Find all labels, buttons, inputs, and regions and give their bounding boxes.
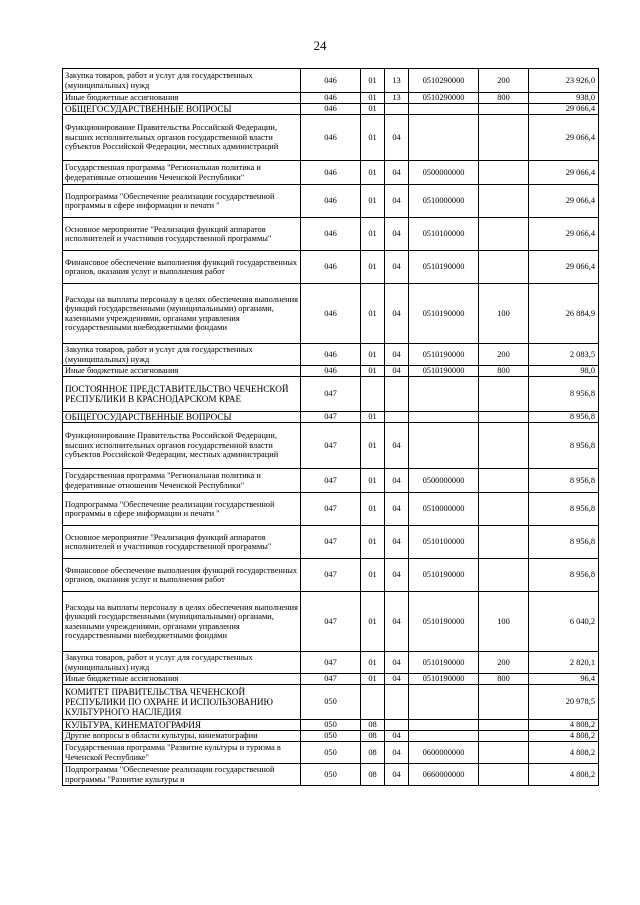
table-cell-type xyxy=(479,115,529,161)
table-cell-name: Закупка товаров, работ и услуг для государственных (муниципальных) нужд xyxy=(63,344,301,366)
table-cell-section: 08 xyxy=(361,720,385,731)
table-cell-amount: 6 040,2 xyxy=(529,592,599,652)
table-row xyxy=(63,720,599,731)
table-cell-name: ОБЩЕГОСУДАРСТВЕННЫЕ ВОПРОСЫ xyxy=(63,104,301,115)
table-cell-name: Закупка товаров, работ и услуг для государственных (муниципальных) нужд xyxy=(63,69,301,93)
table-cell-type xyxy=(479,104,529,115)
table-cell-name: Иные бюджетные ассигнования xyxy=(63,366,301,377)
table-row xyxy=(63,218,599,251)
table-cell-code: 046 xyxy=(301,366,361,377)
table-cell-code: 047 xyxy=(301,469,361,493)
table-row xyxy=(63,366,599,377)
table-cell-type xyxy=(479,559,529,592)
table-cell-code: 047 xyxy=(301,493,361,526)
table-cell-type xyxy=(479,731,529,742)
table-cell-target: 0510190000 xyxy=(409,284,479,344)
table-cell-subsection: 13 xyxy=(385,93,409,104)
table-cell-name: Функционирование Правительства Российской Федерации, высших исполнительных органов государственной власти субъектов Российской Федерации, местных администраций xyxy=(63,423,301,469)
table-cell-section: 01 xyxy=(361,284,385,344)
table-cell-subsection: 04 xyxy=(385,115,409,161)
table-row xyxy=(63,559,599,592)
table-cell-code: 047 xyxy=(301,526,361,559)
table-cell-code: 050 xyxy=(301,731,361,742)
table-cell-name: Подпрограмма "Обеспечение реализации государственной программы в сфере информации и печати " xyxy=(63,185,301,218)
table-cell-code: 050 xyxy=(301,685,361,720)
table-cell-section: 01 xyxy=(361,69,385,93)
table-cell-target xyxy=(409,423,479,469)
budget-table xyxy=(62,68,599,786)
table-cell-amount: 2 083,5 xyxy=(529,344,599,366)
table-cell-section: 01 xyxy=(361,185,385,218)
table-cell-target: 0510190000 xyxy=(409,366,479,377)
table-cell-amount: 26 884,9 xyxy=(529,284,599,344)
table-cell-subsection: 13 xyxy=(385,69,409,93)
table-cell-subsection: 04 xyxy=(385,592,409,652)
table-cell-type xyxy=(479,526,529,559)
table-cell-target: 0600000000 xyxy=(409,742,479,764)
table-cell-name: Иные бюджетные ассигнования xyxy=(63,93,301,104)
table-row xyxy=(63,493,599,526)
table-cell-subsection: 04 xyxy=(385,366,409,377)
page-number: 24 xyxy=(313,38,327,53)
table-cell-type xyxy=(479,764,529,786)
table-cell-section: 01 xyxy=(361,344,385,366)
table-cell-type: 800 xyxy=(479,366,529,377)
table-cell-type xyxy=(479,423,529,469)
table-cell-target xyxy=(409,685,479,720)
table-cell-type xyxy=(479,469,529,493)
table-row xyxy=(63,674,599,685)
table-row xyxy=(63,185,599,218)
table-cell-name: Расходы на выплаты персоналу в целях обеспечения выполнения функций государственными (муниципальными) органами, казенными учреждениями, органами управления государственными внебюджетными фондами xyxy=(63,284,301,344)
table-cell-target: 0510190000 xyxy=(409,344,479,366)
table-cell-name: Основное мероприятие "Реализация функций аппаратов исполнителей и участников государственной программы" xyxy=(63,526,301,559)
table-cell-name: Функционирование Правительства Российской Федерации, высших исполнительных органов государственной власти субъектов Российской Федерации, местных администраций xyxy=(63,115,301,161)
table-row xyxy=(63,161,599,185)
table-cell-code: 047 xyxy=(301,652,361,674)
table-cell-code: 046 xyxy=(301,284,361,344)
table-cell-amount: 29 066,4 xyxy=(529,161,599,185)
table-row xyxy=(63,764,599,786)
table-cell-code: 047 xyxy=(301,559,361,592)
table-cell-code: 046 xyxy=(301,104,361,115)
table-cell-name: Подпрограмма "Обеспечение реализации государственной программы в сфере информации и печати " xyxy=(63,493,301,526)
table-cell-subsection xyxy=(385,412,409,423)
table-cell-type: 100 xyxy=(479,284,529,344)
table-cell-subsection: 04 xyxy=(385,526,409,559)
table-cell-section: 01 xyxy=(361,218,385,251)
table-cell-code: 046 xyxy=(301,93,361,104)
table-row xyxy=(63,93,599,104)
table-row xyxy=(63,251,599,284)
table-cell-target: 0510290000 xyxy=(409,93,479,104)
table-cell-target: 0500000000 xyxy=(409,469,479,493)
table-cell-amount: 29 066,4 xyxy=(529,218,599,251)
table-cell-type: 100 xyxy=(479,592,529,652)
table-cell-subsection xyxy=(385,377,409,412)
table-cell-type xyxy=(479,251,529,284)
table-cell-amount: 4 808,2 xyxy=(529,731,599,742)
table-cell-section: 08 xyxy=(361,764,385,786)
table-cell-section xyxy=(361,685,385,720)
table-cell-code: 047 xyxy=(301,377,361,412)
table-cell-name: Финансовое обеспечение выполнения функций государственных органов, оказания услуг и выполнения работ xyxy=(63,251,301,284)
table-cell-section: 01 xyxy=(361,674,385,685)
table-cell-section: 01 xyxy=(361,161,385,185)
table-cell-amount: 8 956,8 xyxy=(529,377,599,412)
table-cell-target: 0510100000 xyxy=(409,218,479,251)
table-cell-section: 01 xyxy=(361,526,385,559)
table-row xyxy=(63,652,599,674)
table-cell-name: Подпрограмма "Обеспечение реализации государственной программы "Развитие культуры и xyxy=(63,764,301,786)
table-cell-code: 046 xyxy=(301,251,361,284)
table-cell-subsection: 04 xyxy=(385,284,409,344)
table-row xyxy=(63,469,599,493)
table-cell-section: 01 xyxy=(361,652,385,674)
table-cell-type xyxy=(479,742,529,764)
table-cell-target: 0510190000 xyxy=(409,251,479,284)
table-cell-section: 08 xyxy=(361,742,385,764)
table-cell-code: 050 xyxy=(301,742,361,764)
table-cell-target: 0660000000 xyxy=(409,764,479,786)
table-cell-amount: 2 820,1 xyxy=(529,652,599,674)
table-cell-subsection: 04 xyxy=(385,559,409,592)
table-cell-subsection: 04 xyxy=(385,251,409,284)
table-cell-name: Государственная программа "Региональная политика и федеративные отношения Чеченской Республики" xyxy=(63,469,301,493)
table-cell-amount: 8 956,8 xyxy=(529,469,599,493)
table-cell-subsection xyxy=(385,685,409,720)
table-cell-subsection: 04 xyxy=(385,161,409,185)
table-cell-code: 046 xyxy=(301,161,361,185)
table-cell-section: 08 xyxy=(361,731,385,742)
table-cell-subsection: 04 xyxy=(385,731,409,742)
table-cell-type xyxy=(479,161,529,185)
table-cell-type xyxy=(479,377,529,412)
table-cell-target xyxy=(409,377,479,412)
table-cell-section xyxy=(361,377,385,412)
table-cell-type: 200 xyxy=(479,652,529,674)
table-cell-type xyxy=(479,412,529,423)
table-cell-subsection: 04 xyxy=(385,469,409,493)
table-cell-subsection xyxy=(385,720,409,731)
table-cell-section: 01 xyxy=(361,592,385,652)
table-cell-amount: 29 066,4 xyxy=(529,115,599,161)
table-cell-target: 0510190000 xyxy=(409,674,479,685)
table-cell-name: Расходы на выплаты персоналу в целях обеспечения выполнения функций государственными (муниципальными) органами, казенными учреждениями, органами управления государственными внебюджетными фондами xyxy=(63,592,301,652)
table-cell-amount: 8 956,8 xyxy=(529,423,599,469)
table-cell-code: 047 xyxy=(301,674,361,685)
table-cell-section: 01 xyxy=(361,104,385,115)
table-cell-amount: 8 956,8 xyxy=(529,412,599,423)
table-cell-target xyxy=(409,115,479,161)
table-cell-amount: 23 926,0 xyxy=(529,69,599,93)
table-cell-subsection: 04 xyxy=(385,344,409,366)
table-cell-target xyxy=(409,731,479,742)
table-cell-amount: 8 956,8 xyxy=(529,526,599,559)
table-cell-target: 0510190000 xyxy=(409,592,479,652)
table-cell-name: Государственная программа "Региональная политика и федеративные отношения Чеченской Республики" xyxy=(63,161,301,185)
table-row xyxy=(63,742,599,764)
table-cell-code: 046 xyxy=(301,344,361,366)
table-cell-section: 01 xyxy=(361,93,385,104)
table-row xyxy=(63,685,599,720)
table-cell-code: 046 xyxy=(301,218,361,251)
table-cell-code: 047 xyxy=(301,412,361,423)
table-row xyxy=(63,423,599,469)
table-cell-subsection: 04 xyxy=(385,185,409,218)
table-cell-amount: 29 066,4 xyxy=(529,251,599,284)
table-cell-name: Закупка товаров, работ и услуг для государственных (муниципальных) нужд xyxy=(63,652,301,674)
table-cell-amount: 20 978,5 xyxy=(529,685,599,720)
table-cell-name: ПОСТОЯННОЕ ПРЕДСТАВИТЕЛЬСТВО ЧЕЧЕНСКОЙ РЕСПУБЛИКИ В КРАСНОДАРСКОМ КРАЕ xyxy=(63,377,301,412)
table-cell-amount: 4 808,2 xyxy=(529,742,599,764)
table-cell-section: 01 xyxy=(361,493,385,526)
table-cell-amount: 29 066,4 xyxy=(529,185,599,218)
table-cell-section: 01 xyxy=(361,412,385,423)
table-cell-type xyxy=(479,685,529,720)
table-cell-subsection: 04 xyxy=(385,652,409,674)
table-cell-amount: 938,0 xyxy=(529,93,599,104)
table-row xyxy=(63,69,599,93)
table-cell-target: 0510000000 xyxy=(409,493,479,526)
table-cell-amount: 8 956,8 xyxy=(529,493,599,526)
table-cell-code: 046 xyxy=(301,115,361,161)
table-cell-target xyxy=(409,104,479,115)
table-cell-subsection: 04 xyxy=(385,423,409,469)
table-cell-name: КУЛЬТУРА, КИНЕМАТОГРАФИЯ xyxy=(63,720,301,731)
table-row xyxy=(63,284,599,344)
table-cell-name: Иные бюджетные ассигнования xyxy=(63,674,301,685)
table-cell-target: 0510190000 xyxy=(409,652,479,674)
table-cell-target: 0510190000 xyxy=(409,559,479,592)
table-cell-type xyxy=(479,218,529,251)
table-cell-code: 047 xyxy=(301,592,361,652)
table-cell-type xyxy=(479,185,529,218)
table-cell-amount: 4 808,2 xyxy=(529,720,599,731)
table-cell-code: 050 xyxy=(301,764,361,786)
table-cell-name: КОМИТЕТ ПРАВИТЕЛЬСТВА ЧЕЧЕНСКОЙ РЕСПУБЛИКИ ПО ОХРАНЕ И ИСПОЛЬЗОВАНИЮ КУЛЬТУРНОГО НАСЛЕДИЯ xyxy=(63,685,301,720)
table-cell-section: 01 xyxy=(361,469,385,493)
table-cell-type xyxy=(479,493,529,526)
table-cell-subsection: 04 xyxy=(385,764,409,786)
table-cell-name: Другие вопросы в области культуры, кинематографии xyxy=(63,731,301,742)
table-row xyxy=(63,377,599,412)
table-cell-type: 200 xyxy=(479,344,529,366)
table-cell-code: 046 xyxy=(301,69,361,93)
table-cell-name: Основное мероприятие "Реализация функций аппаратов исполнителей и участников государственной программы" xyxy=(63,218,301,251)
table-cell-name: Финансовое обеспечение выполнения функций государственных органов, оказания услуг и выполнения работ xyxy=(63,559,301,592)
table-cell-name: Государственная программа "Развитие культуры и туризма в Чеченской Республике" xyxy=(63,742,301,764)
table-cell-amount: 8 956,8 xyxy=(529,559,599,592)
table-cell-section: 01 xyxy=(361,366,385,377)
table-row xyxy=(63,592,599,652)
table-row xyxy=(63,731,599,742)
table-cell-amount: 96,4 xyxy=(529,674,599,685)
table-cell-amount: 4 808,2 xyxy=(529,764,599,786)
table-cell-section: 01 xyxy=(361,251,385,284)
table-cell-type: 800 xyxy=(479,674,529,685)
table-cell-amount: 29 066,4 xyxy=(529,104,599,115)
table-cell-code: 050 xyxy=(301,720,361,731)
table-row xyxy=(63,115,599,161)
table-cell-target: 0510100000 xyxy=(409,526,479,559)
table-cell-code: 046 xyxy=(301,185,361,218)
table-cell-section: 01 xyxy=(361,423,385,469)
table-cell-subsection: 04 xyxy=(385,674,409,685)
table-cell-type: 200 xyxy=(479,69,529,93)
table-cell-code: 047 xyxy=(301,423,361,469)
table-cell-subsection: 04 xyxy=(385,742,409,764)
table-cell-target xyxy=(409,412,479,423)
table-cell-type: 800 xyxy=(479,93,529,104)
table-cell-target xyxy=(409,720,479,731)
table-row xyxy=(63,104,599,115)
table-cell-section: 01 xyxy=(361,115,385,161)
table-cell-type xyxy=(479,720,529,731)
table-cell-section: 01 xyxy=(361,559,385,592)
table-cell-subsection: 04 xyxy=(385,218,409,251)
table-row xyxy=(63,412,599,423)
table-cell-target: 0510290000 xyxy=(409,69,479,93)
table-cell-target: 0500000000 xyxy=(409,161,479,185)
table-cell-subsection: 04 xyxy=(385,493,409,526)
table-cell-target: 0510000000 xyxy=(409,185,479,218)
table-cell-subsection xyxy=(385,104,409,115)
table-row xyxy=(63,344,599,366)
table-cell-amount: 98,0 xyxy=(529,366,599,377)
table-row xyxy=(63,526,599,559)
table-cell-name: ОБЩЕГОСУДАРСТВЕННЫЕ ВОПРОСЫ xyxy=(63,412,301,423)
